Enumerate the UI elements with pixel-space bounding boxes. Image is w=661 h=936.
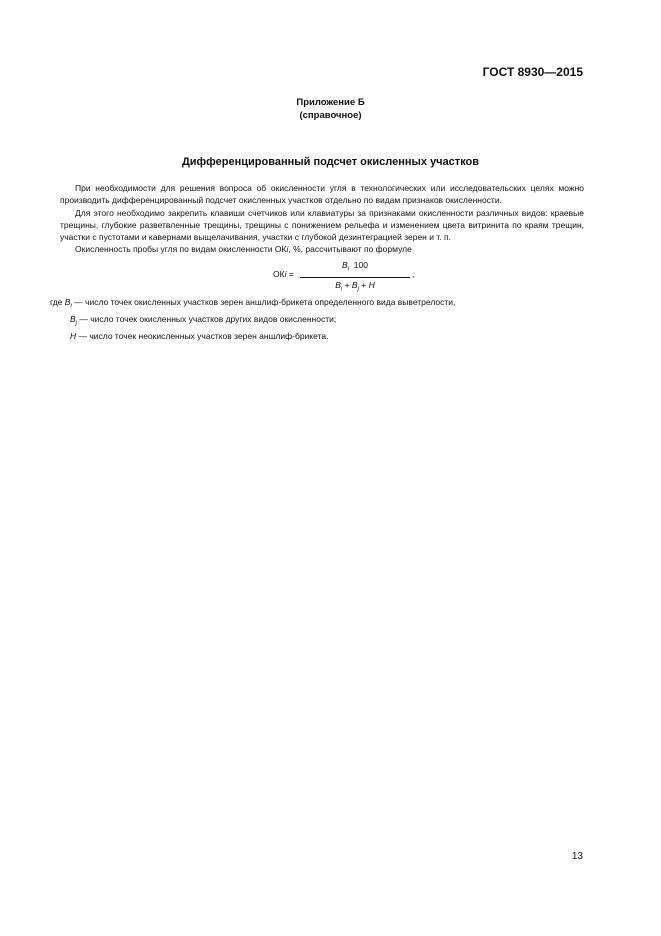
annex-title: Приложение Б	[296, 97, 365, 108]
formula-intro-prefix: Окисленность пробы угля по видам окисленности ОК	[75, 244, 287, 255]
paragraph: При необходимости для решения вопроса об окисленности угля в технологических или исследовательских целях можно производить дифференцированный подсчет окисленных участков отдельно по видам признаков окисленности.	[60, 183, 584, 206]
section-title: Дифференцированный подсчет окисленных участков	[181, 156, 480, 168]
document-header: ГОСТ 8930—2015	[482, 65, 583, 79]
definition-text: — число точек окисленных участков зерен аншлиф-брикета определенного вида выветрелости,	[71, 296, 456, 307]
paragraph: Для этого необходимо закрепить клавиши счетчиков или клавиатуры за признаками окисленности различных видов: краевые трещины, глубокие разветвленные трещины, трещины с понижением рельефа и изменением цвета витринита по краям трещин, участки с пустотами и кавернами выщелачивания, участки с глубокой дезинтеграцией зерен и т. п.	[60, 207, 584, 243]
num-var: B	[342, 259, 348, 270]
formula-lhs	[273, 268, 294, 280]
definition-sub: i	[70, 303, 72, 310]
definition-text: — число точек окисленных участков других видов окисленности;	[77, 313, 337, 324]
annex-heading	[0, 96, 661, 122]
num-rest: 100	[349, 259, 368, 270]
formula-intro-var: i	[286, 244, 289, 255]
den-var2: B	[351, 279, 358, 290]
definition-var: B	[64, 296, 71, 307]
formula	[60, 258, 584, 292]
annex-subtitle: (справочное)	[299, 110, 362, 121]
definition-item	[60, 313, 584, 330]
formula-end: ,	[412, 268, 415, 279]
formula-lhs-sub: i	[284, 268, 287, 279]
formula-intro	[60, 243, 584, 255]
formula-fraction	[300, 259, 410, 296]
definition-sub: j	[75, 320, 78, 327]
den-sub2: j	[357, 286, 359, 293]
page-number: 13	[571, 851, 583, 862]
definitions	[50, 296, 584, 342]
den-plus2: +	[358, 279, 369, 290]
den-plus1: +	[342, 279, 352, 290]
den-var1: B	[335, 279, 341, 290]
definition-prefix: где	[50, 296, 65, 307]
formula-numerator	[300, 259, 410, 278]
den-var3: H	[368, 279, 375, 290]
definition-item	[60, 330, 584, 342]
num-sub: i	[347, 266, 350, 273]
definition-item	[50, 296, 584, 313]
formula-intro-suffix: , %, рассчитывают по формуле	[288, 244, 412, 255]
definition-text: — число точек неокисленных участков зерен аншлиф-брикета.	[76, 330, 329, 341]
definition-var: H	[70, 330, 77, 341]
formula-denominator	[300, 278, 410, 296]
definition-var: B	[70, 313, 76, 324]
formula-eq: =	[286, 268, 294, 279]
den-sub1: i	[340, 286, 343, 293]
document-body	[50, 182, 584, 342]
formula-lhs-text: ОК	[273, 268, 285, 279]
